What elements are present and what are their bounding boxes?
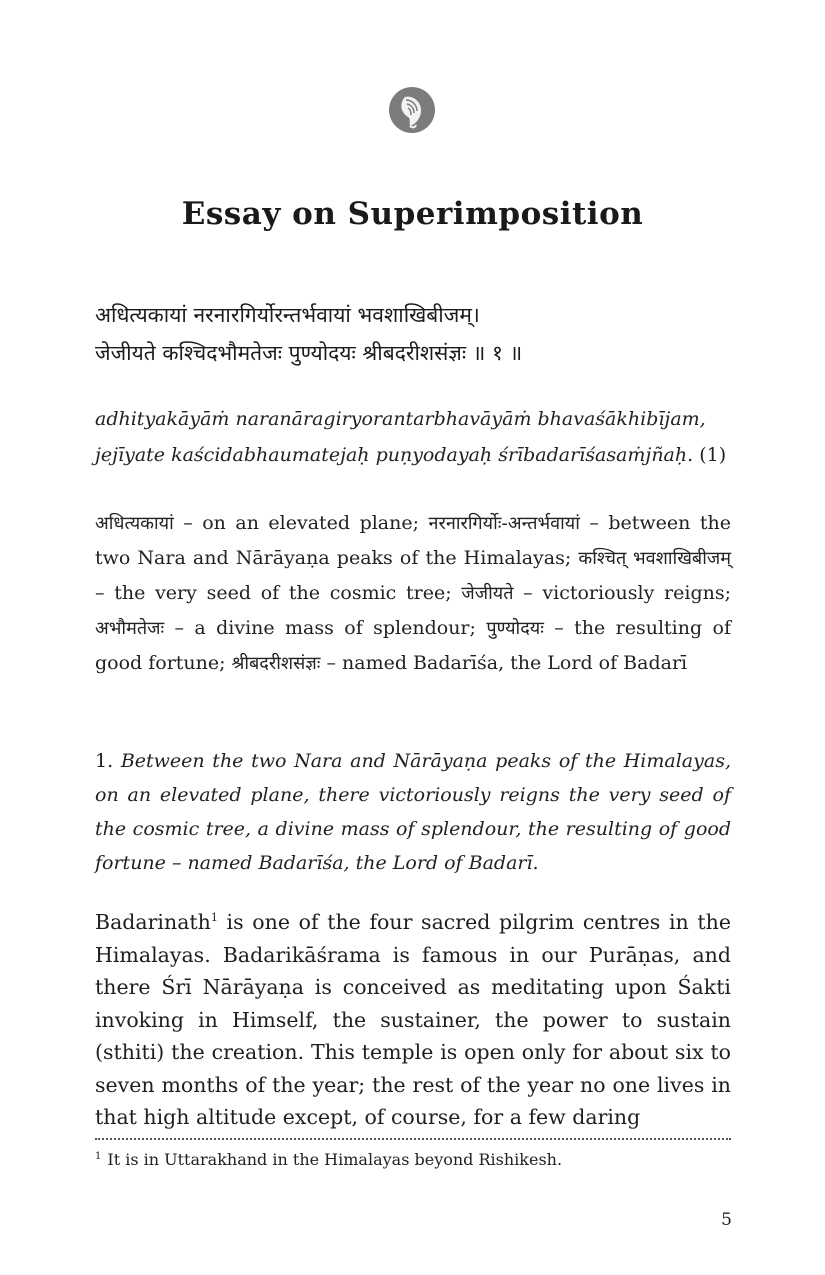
gloss-meaning: – a divine mass of splendour;: [164, 617, 487, 639]
gloss-meaning: – between the two Nara and Nārāyaṇa peaks of the Himalayas;: [95, 512, 731, 569]
gloss-meaning: – named Badarīśa, the Lord of Badarī: [320, 652, 688, 674]
footnote-marker: 1: [95, 1150, 102, 1162]
footnote: [95, 1150, 731, 1169]
gloss-meaning: – the resulting of good fortune;: [95, 617, 732, 674]
gloss-term: जेजीयते: [461, 583, 514, 604]
body-text: is one of the four sacred pilgrim centres in the Himalayas. Badarikāśrama is famous in our Purāṇas, and there Śrī Nārāyaṇa is conceived as meditating upon Śakti invoking in Himself, the sustainer, the power to sustain (sthiti) the creation. This temple is open only for about six to seven months of the year; the rest of the year no one lives in that high altitude except, of course, for a few daring: [95, 910, 731, 1129]
footnote-divider: [95, 1138, 731, 1140]
verse-number: 1.: [95, 750, 114, 772]
gloss-term: कश्चित् भवशाखिबीजम्: [578, 548, 731, 569]
gloss-term: अधित्यकायां: [95, 513, 174, 534]
chapter-title: Essay on Superimposition: [181, 196, 644, 232]
body-keyword: Badarinath: [95, 910, 211, 934]
gloss-term: नरनारगिर्योः-अन्तर्भवायां: [428, 513, 580, 534]
page-number: 5: [721, 1210, 732, 1230]
word-by-word-gloss: [95, 506, 731, 681]
conch-shell-icon: [388, 86, 436, 134]
verse-translation-text: Between the two Nara and Nārāyaṇa peaks of the Himalayas, on an elevated plane, there victoriously reigns the very seed of the cosmic tree, a divine mass of splendour, the resulting of good fortune – named Badarīśa, the Lord of Badarī.: [95, 750, 731, 874]
gloss-term: अभौमतेजः: [95, 618, 165, 639]
sanskrit-verse-line-2: जेजीयते कश्चिदभौमतेजः पुण्योदयः श्रीबदरीशसंज्ञः ॥ १ ॥: [95, 341, 523, 365]
gloss-meaning: – on an elevated plane;: [173, 512, 429, 534]
transliteration-line-2-text: jejīyate kaścidabhaumatejaḥ puṇyodayaḥ śrībadarīśasaṁjñaḥ.: [95, 444, 694, 466]
verse-reference: (1): [699, 444, 727, 466]
body-paragraph: [95, 906, 731, 1134]
gloss-meaning: – victoriously reigns;: [513, 582, 732, 604]
footnote-text: It is in Uttarakhand in the Himalayas beyond Rishikesh.: [107, 1150, 563, 1169]
sanskrit-verse-line-1: अधित्यकायां नरनारगिर्योरन्तर्भवायां भवशाखिबीजम्।: [95, 303, 480, 327]
transliteration-line-2: [95, 444, 735, 466]
gloss-term: पुण्योदयः: [486, 618, 544, 639]
footnote-reference: 1: [210, 911, 218, 925]
gloss-meaning: – the very seed of the cosmic tree;: [95, 582, 462, 604]
verse-translation: [95, 744, 731, 880]
gloss-term: श्रीबदरीशसंज्ञः: [231, 653, 321, 674]
transliteration-line-1: adhityakāyāṁ naranāragiryorantarbhavāyāṁ bhavaśākhibījam,: [95, 408, 706, 430]
